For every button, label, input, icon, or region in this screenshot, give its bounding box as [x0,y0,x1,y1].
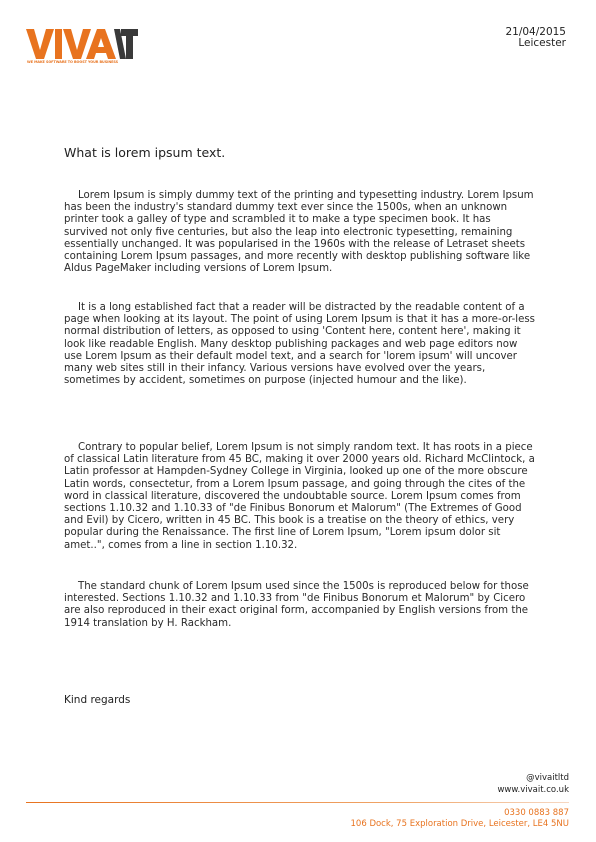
closing-salutation: Kind regards [64,694,131,706]
footer-contact [351,808,569,830]
website-link[interactable]: www.vivait.co.uk [497,785,569,795]
letter-location: Leicester [518,37,566,49]
footer-social [497,772,569,796]
phone-number[interactable]: 0330 0883 887 [504,808,569,818]
vivait-logo-mark [26,28,138,60]
logo-tagline: WE MAKE SOFTWARE TO BOOST YOUR BUSINESS [27,60,119,64]
date-location-block [505,27,566,49]
body-paragraph-2: It is a long established fact that a reader will be distracted by the readable content of a page when looking at its layout. The point of using Lorem Ipsum is that it has a more-or-less normal distribution of letters, as opposed to using 'Content here, content here', making it look like readable English. Many desktop publishing packages and web page editors now use Lorem Ipsum as their default model text, and a search for 'lorem ipsum' will uncover many web sites still in their infancy. Various versions have evolved over the years, sometimes by accident, sometimes on purpose (injected humour and the like). [64,302,535,387]
letter-title: What is lorem ipsum text. [64,145,226,160]
twitter-handle[interactable]: @vivaitltd [526,773,569,783]
letter-date: 21/04/2015 [505,26,566,38]
postal-address: 106 Dock, 75 Exploration Drive, Leicester, LE4 5NU [350,819,569,829]
body-paragraph-1: Lorem Ipsum is simply dummy text of the printing and typesetting industry. Lorem Ipsum has been the industry's standard dummy text ever since the 1500s, when an unknown printer took a galley of type and scrambled it to make a type specimen book. It has survived not only five centuries, but also the leap into electronic typesetting, remaining essentially unchanged. It was popularised in the 1960s with the release of Letraset sheets containing Lorem Ipsum passages, and more recently with desktop publishing software like Aldus PageMaker including versions of Lorem Ipsum. [64,190,534,275]
company-logo [26,28,138,68]
body-paragraph-4: The standard chunk of Lorem Ipsum used since the 1500s is reproduced below for those interested. Sections 1.10.32 and 1.10.33 from "de Finibus Bonorum et Malorum" by Cicero are also reproduced in their exact original form, accompanied by English versions from the 1914 translation by H. Rackham. [64,581,529,629]
footer-divider [26,802,569,803]
body-paragraph-3: Contrary to popular belief, Lorem Ipsum is not simply random text. It has roots in a piece of classical Latin literature from 45 BC, making it over 2000 years old. Richard McClintock, a Latin professor at Hampden-Sydney College in Virginia, looked up one of the more obscure Latin words, consectetur, from a Lorem Ipsum passage, and going through the cites of the word in classical literature, discovered the undoubtable source. Lorem Ipsum comes from sections 1.10.32 and 1.10.33 of "de Finibus Bonorum et Malorum" (The Extremes of Good and Evil) by Cicero, written in 45 BC. This book is a treatise on the theory of ethics, very popular during the Renaissance. The first line of Lorem Ipsum, "Lorem ipsum dolor sit amet..", comes from a line in section 1.10.32. [64,442,535,551]
